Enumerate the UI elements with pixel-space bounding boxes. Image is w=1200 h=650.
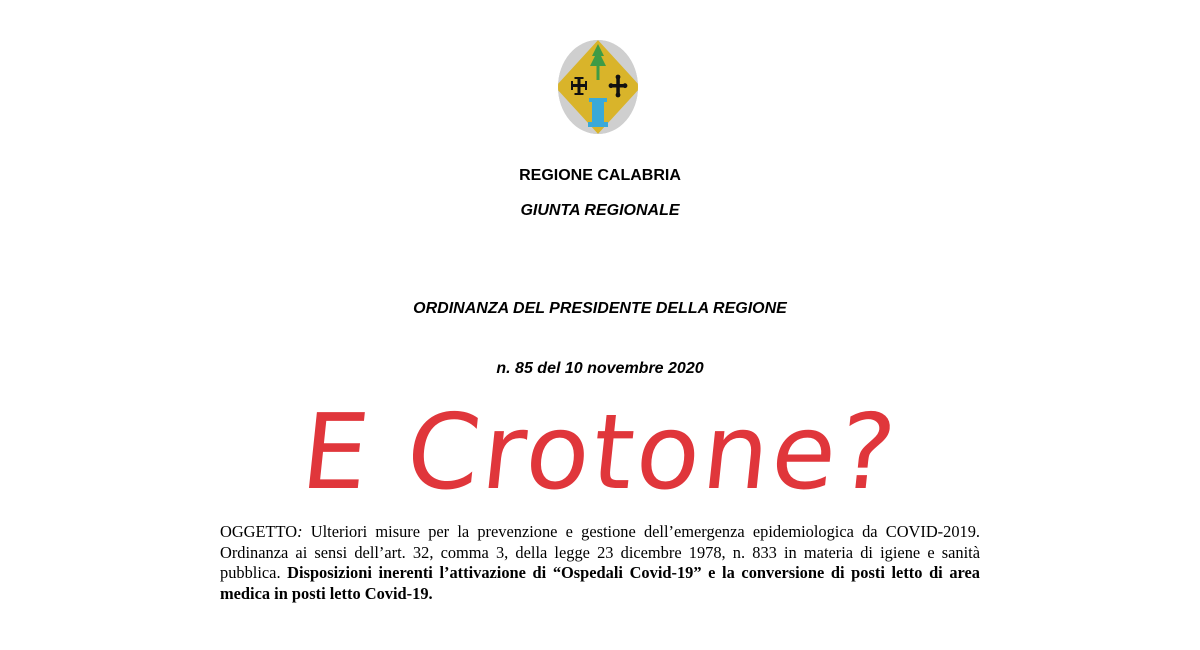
ordinanza-number: n. 85 del 10 novembre 2020 [496, 360, 704, 377]
oggetto-colon: : [297, 522, 303, 541]
region-title: REGIONE CALABRIA [519, 167, 681, 184]
coat-of-arms-icon [555, 38, 641, 136]
oggetto-bold-text: Disposizioni inerenti l’attivazione di “Ospedali Covid-19” e la conversione di posti letto di area medica in posti letto Covid-19. [220, 563, 981, 603]
giunta-subtitle: GIUNTA REGIONALE [520, 202, 680, 219]
oggetto-label: OGGETTO [220, 522, 298, 541]
oggetto-text: Ulteriori misure per la prevenzione e gestione dell’emergenza epidemiologica da COVID-2019. Ordinanza ai sensi dell’art. 32, comma 3, della legge 23 dicembre 1978, n. 833 in materia di igiene e sanità pubblica. [220, 522, 980, 582]
handwritten-overlay-text: E Crotone? [296, 391, 904, 513]
ordinanza-title: ORDINANZA DEL PRESIDENTE DELLA REGIONE [413, 300, 787, 317]
oggetto-paragraph [220, 522, 980, 604]
